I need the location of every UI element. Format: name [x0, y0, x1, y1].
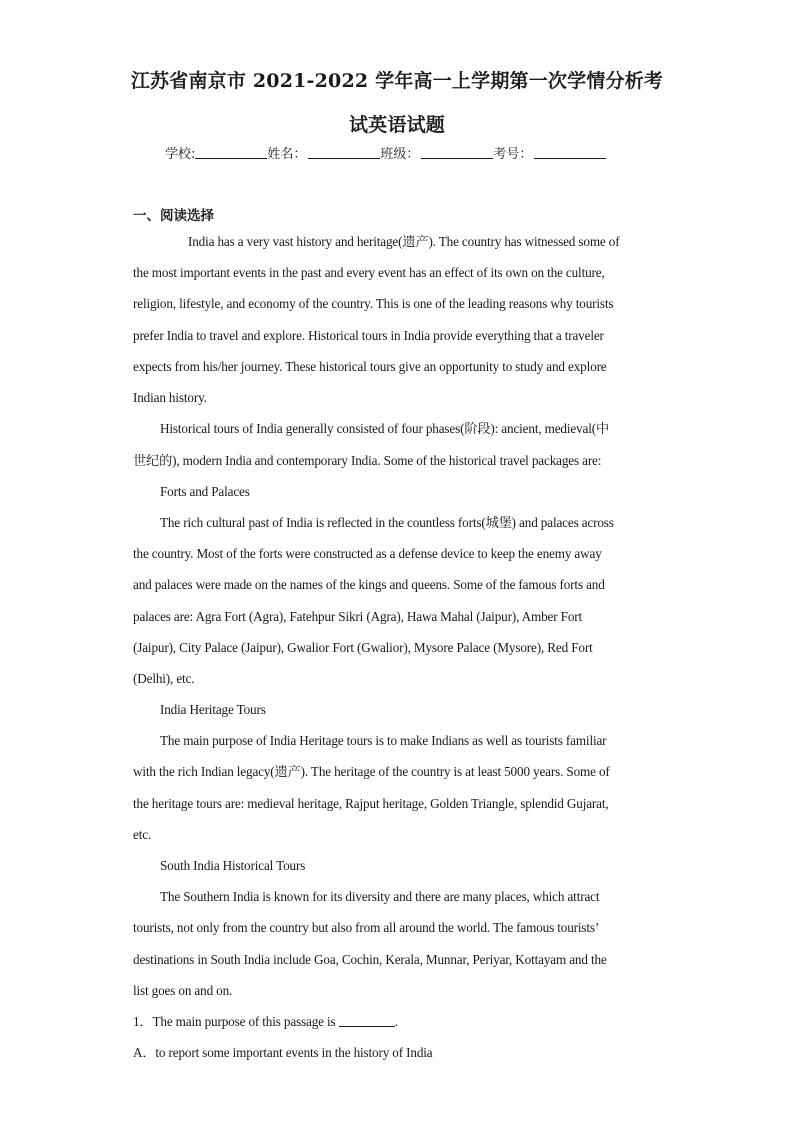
class-blank: [421, 145, 493, 159]
school-label: 学校:: [165, 147, 196, 162]
passage-line: etc.: [133, 827, 152, 842]
passage-line: Indian history.: [133, 390, 207, 405]
passage-line: list goes on and on.: [133, 983, 233, 998]
school-blank: [195, 145, 267, 159]
passage-line: religion, lifestyle, and economy of the country. This is one of the leading reasons why tourists: [133, 296, 614, 311]
passage-line: the heritage tours are: medieval heritage, Rajput heritage, Golden Triangle, splendid Gujarat,: [133, 796, 609, 811]
exam-number-blank: [534, 145, 606, 159]
passage-line: and palaces were made on the names of the kings and queens. Some of the famous forts and: [133, 577, 605, 592]
name-blank: [308, 145, 380, 159]
name-label: 姓名：: [267, 147, 307, 162]
passage-line: the country. Most of the forts were constructed as a defense device to keep the enemy away: [133, 546, 602, 561]
subheading-south-india-tours: South India Historical Tours: [160, 858, 306, 873]
option-a-label: A．: [133, 1045, 156, 1060]
question-number: 1．: [133, 1014, 153, 1029]
passage-line: expects from his/her journey. These historical tours give an opportunity to study and explore: [133, 359, 607, 374]
answer-blank: [339, 1014, 395, 1027]
passage-line: with the rich Indian legacy(遗产). The heritage of the country is at least 5000 years. Some of: [133, 764, 610, 779]
passage-line: destinations in South India include Goa, Cochin, Kerala, Munnar, Periyar, Kottayam and the: [133, 952, 607, 967]
passage-line: The main purpose of India Heritage tours is to make Indians as well as tourists familiar: [160, 733, 607, 748]
question-1: [133, 1013, 398, 1031]
question-end: .: [394, 1014, 398, 1029]
passage-line: (Jaipur), City Palace (Jaipur), Gwalior Fort (Gwalior), Mysore Palace (Mysore), Red Fort: [133, 640, 593, 655]
section-heading: 一、阅读选择: [133, 208, 214, 224]
subheading-forts-and-palaces: Forts and Palaces: [160, 484, 250, 499]
passage-line: India has a very vast history and heritage(遗产). The country has witnessed some of: [188, 234, 620, 249]
passage-line: 世纪的), modern India and contemporary India. Some of the historical travel packages are:: [133, 453, 602, 468]
passage-line: prefer India to travel and explore. Historical tours in India provide everything that a traveler: [133, 328, 604, 343]
option-a-text: to report some important events in the history of India: [155, 1045, 433, 1060]
question-stem: The main purpose of this passage is: [152, 1014, 336, 1029]
student-info-row: [165, 145, 606, 164]
passage-line: (Delhi), etc.: [133, 671, 195, 686]
option-a: [133, 1044, 432, 1062]
passage-line: The Southern India is known for its diversity and there are many places, which attract: [160, 889, 600, 904]
passage-line: tourists, not only from the country but also from all around the world. The famous tourists’: [133, 920, 600, 935]
subheading-india-heritage-tours: India Heritage Tours: [160, 702, 266, 717]
passage-line: palaces are: Agra Fort (Agra), Fatehpur Sikri (Agra), Hawa Mahal (Jaipur), Amber Fort: [133, 609, 583, 624]
exam-number-label: 考号：: [493, 147, 533, 162]
passage-line: The rich cultural past of India is reflected in the countless forts(城堡) and palaces across: [160, 515, 614, 530]
passage-line: the most important events in the past and every event has an effect of its own on the culture,: [133, 265, 605, 280]
passage-line: Historical tours of India generally consisted of four phases(阶段): ancient, medieval(中: [160, 421, 610, 436]
document-title-line-2: 试英语试题: [348, 114, 445, 136]
class-label: 班级：: [380, 147, 420, 162]
document-title-line-1: 江苏省南京市 2021-2022 学年高一上学期第一次学情分析考: [130, 70, 664, 92]
